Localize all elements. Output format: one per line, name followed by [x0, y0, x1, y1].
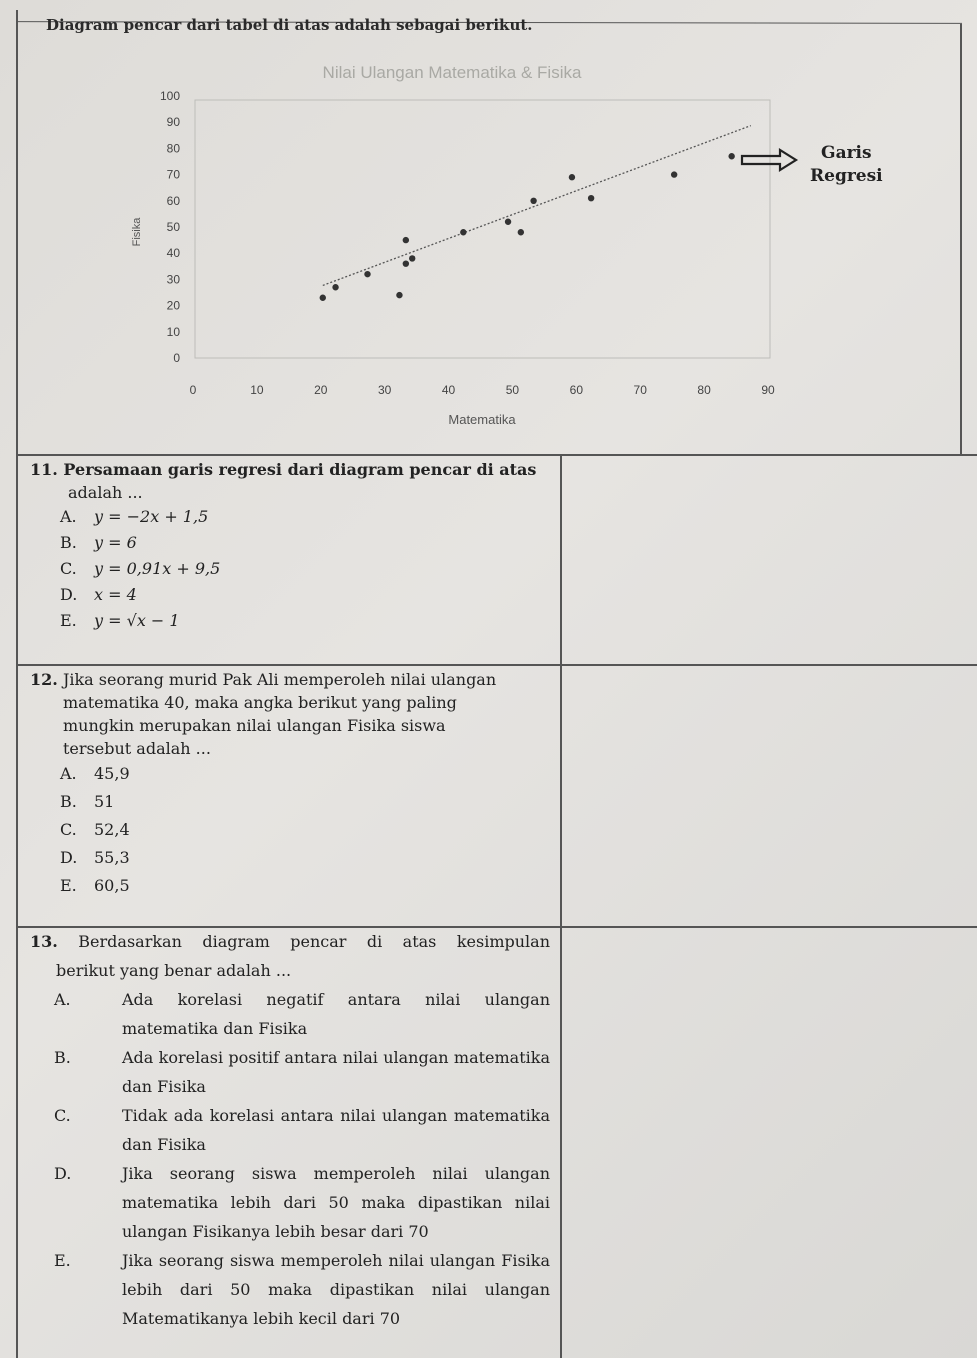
option-letter: B.	[54, 1048, 71, 1067]
chart-title: Nilai Ulangan Matematika & Fisika	[322, 63, 582, 82]
option-letter: A.	[60, 507, 77, 526]
data-point	[403, 237, 409, 243]
option-letter: E.	[60, 611, 77, 630]
y-tick-label: 30	[166, 272, 180, 287]
y-tick-label: 0	[173, 351, 180, 365]
question-13-option-d[interactable]	[54, 1159, 550, 1246]
question-12-option-d[interactable]	[60, 844, 550, 872]
question-13-option-b[interactable]	[54, 1043, 550, 1101]
data-point	[518, 229, 524, 235]
option-text: y = 6	[94, 533, 137, 552]
regression-label-line1: Garis	[821, 143, 872, 163]
y-tick-label: 100	[159, 89, 180, 103]
question-13-number: 13.	[30, 932, 58, 951]
plot-area-frame	[195, 100, 770, 358]
question-11-option-a[interactable]	[60, 504, 550, 530]
x-tick-label: 60	[569, 383, 584, 397]
x-tick-label: 70	[633, 383, 647, 397]
option-letter: E.	[54, 1251, 71, 1270]
question-11	[30, 458, 550, 634]
option-text: y = √x − 1	[94, 611, 180, 630]
question-13-stem	[30, 927, 550, 985]
data-point	[409, 255, 415, 261]
data-point	[320, 295, 326, 301]
x-tick-label: 20	[314, 383, 328, 397]
option-text: 45,9	[94, 764, 130, 783]
data-point	[588, 195, 594, 201]
scatter-chart	[0, 40, 960, 440]
y-tick-label: 80	[166, 141, 180, 156]
question-12	[30, 668, 550, 900]
option-letter: D.	[60, 848, 78, 867]
option-text: x = 4	[94, 585, 137, 604]
option-letter: B.	[60, 792, 77, 811]
right-arrow-icon	[742, 150, 796, 170]
data-point	[505, 219, 511, 225]
option-letter: C.	[60, 559, 77, 578]
regression-label-line2: Regresi	[810, 166, 883, 186]
option-text: Ada korelasi negatif antara nilai ulangan matematika dan Fisika	[122, 990, 550, 1038]
y-tick-label: 10	[166, 324, 180, 339]
option-letter: C.	[54, 1106, 71, 1125]
row-divider-q11	[16, 664, 977, 666]
option-text: 60,5	[94, 876, 130, 895]
regression-label	[810, 142, 883, 188]
option-text: Tidak ada korelasi antara nilai ulangan matematika dan Fisika	[122, 1106, 550, 1154]
data-point	[332, 284, 338, 290]
question-12-option-c[interactable]	[60, 816, 550, 844]
table-right-border	[960, 24, 962, 454]
data-point	[396, 292, 402, 298]
column-divider	[560, 455, 562, 1358]
x-tick-label: 40	[441, 383, 456, 397]
option-text: 52,4	[94, 820, 130, 839]
question-11-option-e[interactable]	[60, 608, 550, 634]
option-letter: E.	[60, 876, 77, 895]
y-axis-label: Fisika	[131, 217, 143, 247]
y-tick-label: 90	[166, 115, 180, 130]
data-point	[569, 174, 575, 180]
y-tick-label: 70	[166, 167, 180, 182]
question-11-option-c[interactable]	[60, 556, 550, 582]
y-tick-label: 60	[166, 193, 180, 208]
option-letter: D.	[54, 1164, 72, 1183]
question-11-stem-line1: Persamaan garis regresi dari diagram pencar di atas	[63, 460, 537, 479]
option-text: 51	[94, 792, 115, 811]
x-tick-label: 90	[761, 383, 775, 397]
question-12-stem-line2: matematika 40, maka angka berikut yang paling	[63, 693, 457, 712]
option-letter: B.	[60, 533, 77, 552]
question-13-option-e[interactable]	[54, 1246, 550, 1333]
x-tick-label: 80	[697, 383, 711, 397]
option-text: y = −2x + 1,5	[94, 507, 209, 526]
x-tick-label: 10	[250, 383, 264, 397]
question-11-stem-line2: adalah ...	[68, 483, 143, 502]
question-11-number: 11.	[30, 460, 58, 479]
question-11-stem	[30, 458, 550, 504]
option-letter: A.	[54, 990, 71, 1009]
row-divider-chart	[16, 454, 977, 456]
data-point	[460, 229, 466, 235]
regression-line	[323, 126, 751, 286]
option-letter: D.	[60, 585, 78, 604]
option-letter: C.	[60, 820, 77, 839]
option-text: Jika seorang siswa memperoleh nilai ulangan Fisika lebih dari 50 maka dipastikan nilai ulangan Matematikanya lebih kecil dari 70	[122, 1251, 550, 1328]
option-text: 55,3	[94, 848, 130, 867]
question-12-option-a[interactable]	[60, 760, 550, 788]
question-12-option-e[interactable]	[60, 872, 550, 900]
option-text: Jika seorang siswa memperoleh nilai ulangan matematika lebih dari 50 maka dipastikan nilai ulangan Fisikanya lebih besar dari 70	[122, 1164, 550, 1241]
x-tick-label: 30	[377, 383, 392, 397]
question-11-option-b[interactable]	[60, 530, 550, 556]
data-point	[671, 171, 677, 177]
x-tick-label: 50	[505, 383, 520, 397]
question-12-stem-line4: tersebut adalah ...	[63, 739, 211, 758]
question-12-stem-line1: Jika seorang murid Pak Ali memperoleh nilai ulangan	[62, 670, 497, 689]
question-13	[30, 927, 550, 1333]
intro-text: Diagram pencar dari tabel di atas adalah sebagai berikut.	[46, 16, 533, 34]
question-12-stem-line3: mungkin merupakan nilai ulangan Fisika siswa	[63, 716, 446, 735]
x-tick-label: 0	[189, 383, 197, 397]
question-13-option-c[interactable]	[54, 1101, 550, 1159]
question-13-stem-line2: berikut yang benar adalah ...	[56, 961, 292, 980]
data-point	[530, 198, 536, 204]
data-point	[728, 153, 734, 159]
y-tick-label: 40	[166, 246, 180, 261]
option-text: Ada korelasi positif antara nilai ulangan matematika dan Fisika	[122, 1048, 550, 1096]
x-axis-label: Matematika	[448, 412, 516, 427]
data-point	[403, 260, 409, 266]
option-text: y = 0,91x + 9,5	[94, 559, 221, 578]
question-12-number: 12.	[30, 670, 58, 689]
question-13-stem-line1: Berdasarkan diagram pencar di atas kesimpulan	[78, 932, 551, 951]
question-12-option-b[interactable]	[60, 788, 550, 816]
option-letter: A.	[60, 764, 77, 783]
y-tick-label: 20	[166, 298, 180, 313]
question-11-option-d[interactable]	[60, 582, 550, 608]
y-tick-label: 50	[166, 220, 180, 234]
question-13-option-a[interactable]	[54, 985, 550, 1043]
question-12-stem	[30, 668, 550, 760]
data-point	[364, 271, 370, 277]
